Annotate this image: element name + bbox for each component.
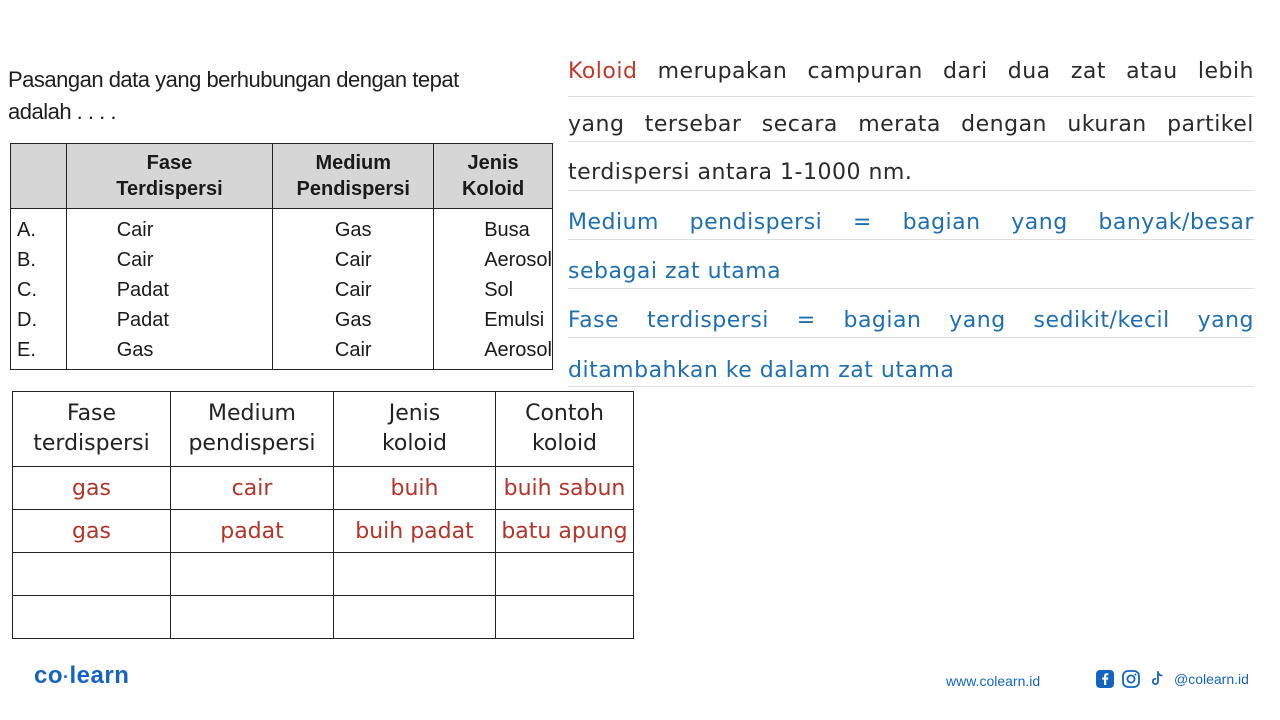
option-fase: Gas <box>66 335 273 370</box>
koloid-word: Koloid <box>568 59 638 84</box>
option-fase: Cair <box>66 209 273 246</box>
option-medium: Gas <box>273 305 434 335</box>
answer-cell: batu apung <box>496 510 634 553</box>
option-row-d <box>11 305 553 335</box>
options-header-blank <box>11 144 67 209</box>
option-letter: C. <box>11 275 67 305</box>
table-row <box>13 553 634 596</box>
instagram-icon[interactable] <box>1122 670 1140 688</box>
answer-cell <box>13 596 171 639</box>
explanation-line-3: terdispersi antara 1-1000 nm. <box>568 142 1254 191</box>
answer-cell: buih sabun <box>496 467 634 510</box>
explanation-line-4: Medium pendispersi = bagian yang banyak/besar <box>568 191 1254 240</box>
answer-cell: gas <box>13 467 171 510</box>
question-line-1: Pasangan data yang berhubungan dengan tepat <box>8 67 459 92</box>
option-letter: A. <box>11 209 67 246</box>
explanation-block <box>568 52 1254 387</box>
facebook-icon[interactable] <box>1096 670 1114 688</box>
social-handle: @colearn.id <box>1174 671 1249 687</box>
answer-header-contoh: Contoh koloid <box>496 392 634 467</box>
options-table <box>10 143 553 370</box>
answer-header-fase: Fase terdispersi <box>13 392 171 467</box>
option-letter: B. <box>11 245 67 275</box>
explanation-line-1: Koloid merupakan campuran dari dua zat atau lebih <box>568 52 1254 97</box>
social-links <box>1096 670 1249 688</box>
answer-cell <box>496 596 634 639</box>
options-header-jenis: Jenis Koloid <box>434 144 553 209</box>
option-jenis: Aerosol <box>434 245 553 275</box>
answer-cell <box>334 596 496 639</box>
question-text <box>8 64 556 128</box>
option-jenis: Busa <box>434 209 553 246</box>
answer-header-row <box>13 392 634 467</box>
option-medium: Gas <box>273 209 434 246</box>
answer-cell: buih padat <box>334 510 496 553</box>
answer-cell: padat <box>171 510 334 553</box>
option-medium: Cair <box>273 275 434 305</box>
answer-cell <box>496 553 634 596</box>
answer-cell <box>334 553 496 596</box>
explanation-line-6: Fase terdispersi = bagian yang sedikit/kecil yang <box>568 289 1254 338</box>
options-header-fase: Fase Terdispersi <box>66 144 273 209</box>
options-header-row <box>11 144 553 209</box>
option-jenis: Emulsi <box>434 305 553 335</box>
option-medium: Cair <box>273 335 434 370</box>
option-letter: E. <box>11 335 67 370</box>
colearn-logo: co·learn <box>34 662 130 689</box>
answer-cell <box>171 553 334 596</box>
answer-cell <box>171 596 334 639</box>
option-row-a <box>11 209 553 246</box>
answer-cell: cair <box>171 467 334 510</box>
table-row <box>13 596 634 639</box>
explanation-line-2: yang tersebar secara merata dengan ukuran partikel <box>568 97 1254 142</box>
answer-cell <box>13 553 171 596</box>
website-link[interactable]: www.colearn.id <box>946 673 1041 689</box>
table-row <box>13 510 634 553</box>
answer-header-jenis: Jenis koloid <box>334 392 496 467</box>
answer-header-medium: Medium pendispersi <box>171 392 334 467</box>
answer-cell: gas <box>13 510 171 553</box>
answer-cell: buih <box>334 467 496 510</box>
table-row <box>13 467 634 510</box>
option-jenis: Sol <box>434 275 553 305</box>
question-line-2: adalah . . . . <box>8 99 116 124</box>
option-fase: Padat <box>66 275 273 305</box>
option-jenis: Aerosol <box>434 335 553 370</box>
explanation-line-5: sebagai zat utama <box>568 240 1254 289</box>
option-row-c <box>11 275 553 305</box>
option-fase: Padat <box>66 305 273 335</box>
option-row-b <box>11 245 553 275</box>
option-row-e <box>11 335 553 370</box>
option-letter: D. <box>11 305 67 335</box>
explanation-line-7: ditambahkan ke dalam zat utama <box>568 338 1254 387</box>
option-fase: Cair <box>66 245 273 275</box>
answer-table <box>12 391 634 639</box>
options-header-medium: Medium Pendispersi <box>273 144 434 209</box>
tiktok-icon[interactable] <box>1148 670 1166 688</box>
option-medium: Cair <box>273 245 434 275</box>
